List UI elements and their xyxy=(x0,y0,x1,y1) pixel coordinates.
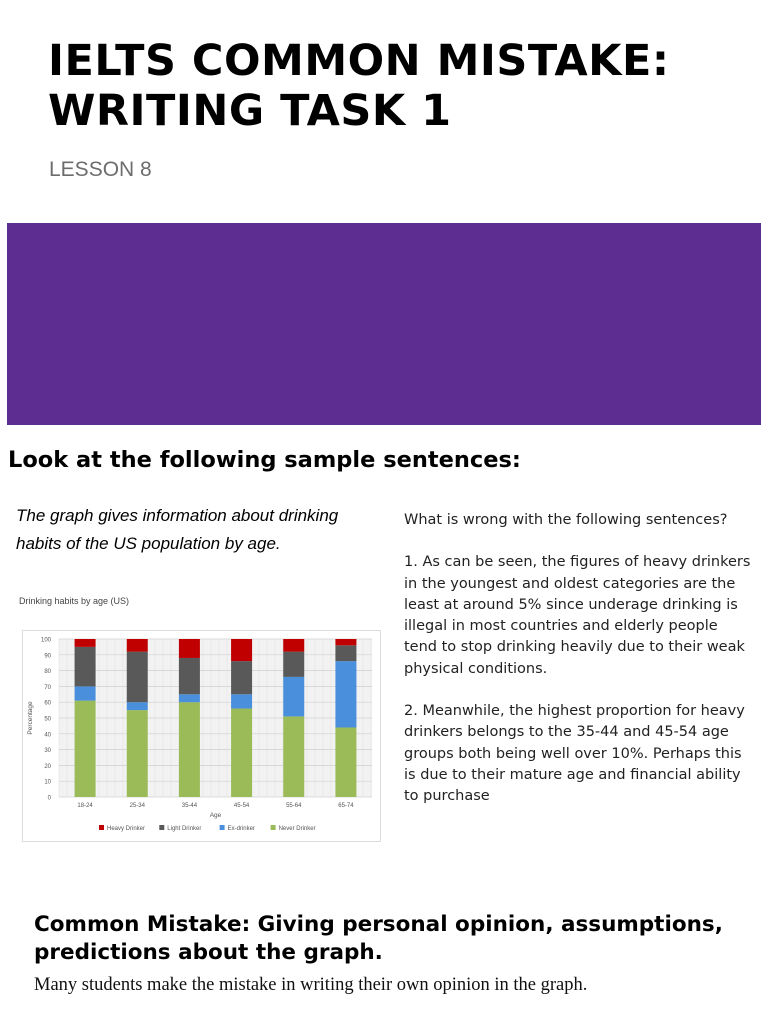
bar-segment xyxy=(231,694,252,708)
y-tick-label: 90 xyxy=(44,653,51,660)
bar-segment xyxy=(75,639,96,647)
y-axis-label: Percentage xyxy=(27,701,34,735)
bar-segment xyxy=(231,709,252,797)
section-heading: Look at the following sample sentences: xyxy=(8,447,521,473)
x-tick-label: 65-74 xyxy=(338,803,354,809)
bar-segment xyxy=(75,647,96,687)
x-tick-label: 18-24 xyxy=(77,803,93,809)
stacked-bar-chart xyxy=(23,631,380,841)
bar-segment xyxy=(127,702,148,710)
questions-column xyxy=(404,510,754,808)
legend-swatch xyxy=(220,825,225,830)
bar-segment xyxy=(335,639,356,645)
chart-title: Drinking habits by age (US) xyxy=(19,596,130,606)
legend-label: Light Drinker xyxy=(167,826,202,832)
y-tick-label: 40 xyxy=(44,732,51,739)
bar-segment xyxy=(231,639,252,661)
y-tick-label: 30 xyxy=(44,748,51,755)
legend-label: Never Drinker xyxy=(278,826,316,832)
bar-segment xyxy=(335,727,356,797)
y-tick-label: 70 xyxy=(44,684,51,691)
bar-segment xyxy=(335,661,356,727)
bar-segment xyxy=(231,661,252,694)
bar-segment xyxy=(179,658,200,694)
sample-sentence-2: 2. Meanwhile, the highest proportion for heavy drinkers belongs to the 35-44 and 45-54 age groups both being well over 10%. Perhaps this is due to their mature age and financial ability to purchase xyxy=(404,703,745,805)
bar-segment xyxy=(283,677,304,717)
y-tick-label: 100 xyxy=(40,637,51,644)
bar-segment xyxy=(75,686,96,700)
intro-text: The graph gives information about drinking habits of the US population by age. xyxy=(16,506,339,553)
chart-container xyxy=(22,630,381,842)
bar-segment xyxy=(179,702,200,797)
bar-segment xyxy=(127,652,148,703)
legend-swatch xyxy=(99,825,104,830)
lesson-subtitle: LESSON 8 xyxy=(49,158,152,181)
legend-label: Ex-drinker xyxy=(227,826,255,832)
x-axis-label: Age xyxy=(209,812,222,819)
common-mistake-text: Many students make the mistake in writing their own opinion in the graph. xyxy=(34,975,588,995)
bar-segment xyxy=(335,645,356,661)
y-tick-label: 10 xyxy=(44,779,51,786)
title-line-1: IELTS COMMON MISTAKE: xyxy=(48,36,670,86)
bar-segment xyxy=(127,710,148,797)
sample-sentence-1: 1. As can be seen, the figures of heavy drinkers in the youngest and oldest categories are the least at around 5% since underage drinking is illegal in most countries and elderly people tend to stop drinking heavily due to their weak physical conditions. xyxy=(404,554,751,677)
bar-segment xyxy=(75,701,96,797)
bar-segment xyxy=(283,639,304,652)
bar-segment xyxy=(283,652,304,677)
legend-swatch xyxy=(271,825,276,830)
bar-segment xyxy=(179,639,200,658)
bar-segment xyxy=(283,716,304,797)
question-prompt: What is wrong with the following sentences? xyxy=(404,512,728,528)
bar-segment xyxy=(127,639,148,652)
y-tick-label: 80 xyxy=(44,669,51,676)
x-tick-label: 35-44 xyxy=(181,803,198,809)
y-tick-label: 0 xyxy=(47,795,51,802)
title-line-2: WRITING TASK 1 xyxy=(48,86,452,136)
y-tick-label: 60 xyxy=(44,700,51,707)
x-tick-label: 45-54 xyxy=(233,803,250,809)
x-tick-label: 25-34 xyxy=(129,803,145,809)
y-tick-label: 50 xyxy=(44,716,51,723)
legend-label: Heavy Drinker xyxy=(107,826,146,832)
legend-swatch xyxy=(159,825,164,830)
x-tick-label: 55-64 xyxy=(286,803,302,809)
common-mistake-heading: Common Mistake: Giving personal opinion, assumptions, predictions about the graph. xyxy=(34,912,723,965)
page-title xyxy=(48,36,748,136)
bar-segment xyxy=(179,694,200,702)
y-tick-label: 20 xyxy=(44,763,51,770)
purple-banner xyxy=(7,223,761,425)
